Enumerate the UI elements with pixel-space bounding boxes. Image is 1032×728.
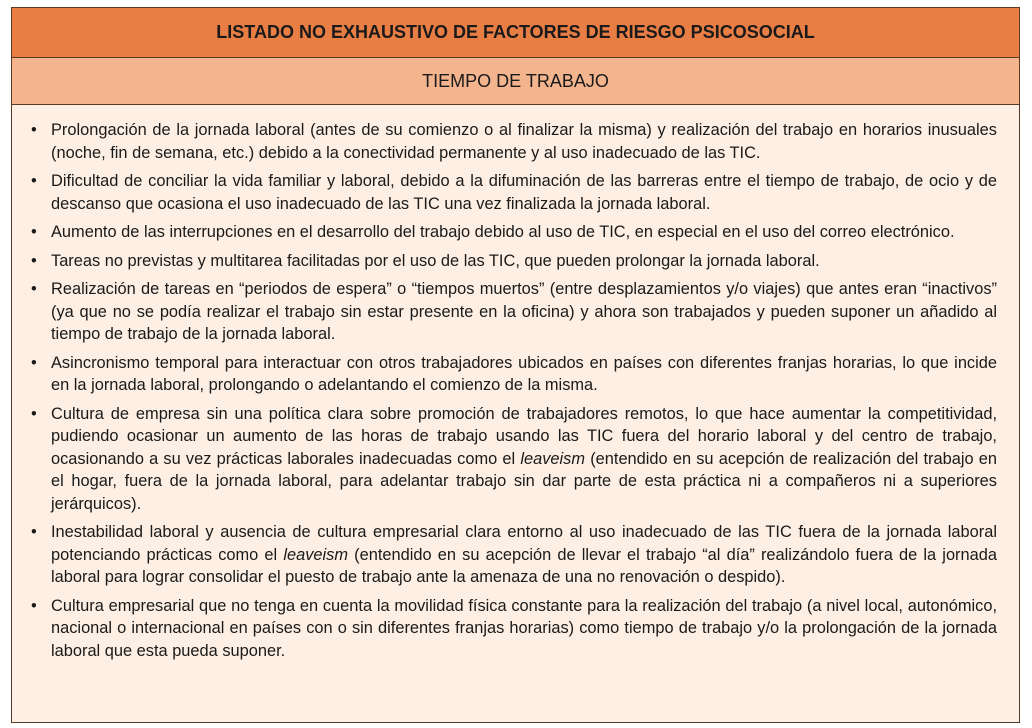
factor-list-container	[12, 105, 1019, 662]
table-title: LISTADO NO EXHAUSTIVO DE FACTORES DE RIESGO PSICOSOCIAL	[12, 8, 1019, 58]
list-item	[30, 221, 997, 244]
list-item	[30, 595, 997, 663]
bullet-icon: •	[31, 596, 37, 615]
item-text: (entendido en su acepción de realización del trabajo en el hogar, fuera de la jornada laboral, para adelantar trabajo sin dar parte de esta práctica ni a compañeros ni a superiores jerárquicos).	[51, 449, 997, 513]
bullet-icon: •	[31, 121, 37, 139]
item-text: (entendido en su acepción de llevar el trabajo “al día” realizándolo fuera de la jornada laboral para lograr consolidar el puesto de trabajo ante la amenaza de una no renovación o despido).	[51, 545, 997, 586]
section-title: TIEMPO DE TRABAJO	[12, 58, 1019, 105]
list-item	[30, 352, 997, 397]
item-text: Inestabilidad laboral y ausencia de cultura empresarial clara entorno al uso inadecuado de las TIC fuera de la jornada laboral potenciando prácticas como el	[51, 523, 997, 564]
item-text-italic: leaveism	[520, 449, 586, 468]
item-text: Dificultad de conciliar la vida familiar y laboral, debido a la difuminación de las barreras entre el tiempo de trabajo, de ocio y de descanso que ocasiona el uso inadecuado de las TIC una vez finalizada la jornada laboral.	[51, 172, 997, 213]
item-text: Cultura empresarial que no tenga en cuenta la movilidad física constante para la realización del trabajo (a nivel local, autonómico, nacional o internacional en países con o sin diferentes franjas horarias) como tiempo de trabajo y/o la prolongación de la jornada laboral que esta pueda suponer.	[51, 596, 997, 660]
list-item	[30, 250, 997, 273]
item-text: Aumento de las interrupciones en el desarrollo del trabajo debido al uso de TIC, en especial en el uso del correo electrónico.	[51, 223, 955, 241]
item-text: Cultura de empresa sin una política clara sobre promoción de trabajadores remotos, lo que hace aumentar la competitividad, pudiendo ocasionar un aumento de las horas de trabajo usando las TIC fuera del horario laboral y del centro de trabajo, ocasionando a su vez prácticas laborales inadecuadas como el	[51, 404, 997, 468]
bullet-icon: •	[31, 404, 37, 423]
list-item	[30, 403, 997, 516]
item-text: Prolongación de la jornada laboral (antes de su comienzo o al finalizar la misma) y realización del trabajo en horarios inusuales (noche, fin de semana, etc.) debido a la conectividad permanente y al uso inadecuado de las TIC.	[51, 121, 997, 162]
item-text-italic: leaveism	[283, 545, 349, 564]
risk-factors-table	[11, 7, 1020, 723]
list-item	[30, 119, 997, 164]
bullet-icon: •	[31, 280, 37, 298]
list-item	[30, 521, 997, 589]
item-text: Tareas no previstas y multitarea facilitadas por el uso de las TIC, que pueden prolongar la jornada laboral.	[51, 251, 820, 270]
bullet-icon: •	[31, 251, 37, 270]
item-text: Asincronismo temporal para interactuar con otros trabajadores ubicados en países con diferentes franjas horarias, lo que incide en la jornada laboral, prolongando o adelantando el comienzo de la misma.	[51, 353, 997, 394]
bullet-icon: •	[31, 523, 37, 541]
bullet-icon: •	[31, 353, 37, 372]
list-item	[30, 278, 997, 346]
list-item	[30, 170, 997, 215]
bullet-icon: •	[31, 172, 37, 190]
item-text: Realización de tareas en “periodos de espera” o “tiempos muertos” (entre desplazamientos y/o viajes) que antes eran “inactivos” (ya que no se podía realizar el trabajo sin estar presente en la oficina) y ahora son trabajados y pueden suponer un añadido al tiempo de trabajo de la jornada laboral.	[51, 280, 997, 343]
bullet-icon: •	[31, 223, 37, 241]
factor-list	[30, 119, 997, 662]
